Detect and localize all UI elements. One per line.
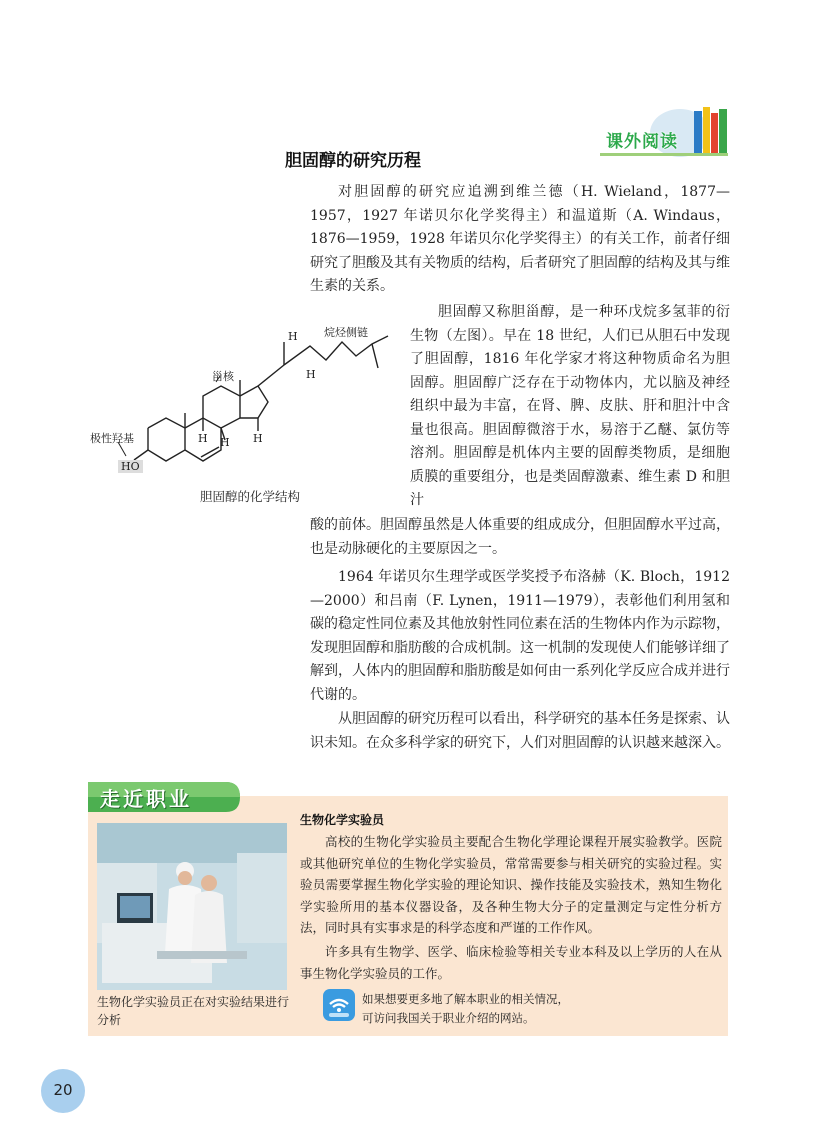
h-atom: H bbox=[306, 368, 316, 381]
structure-caption: 胆固醇的化学结构 bbox=[200, 489, 301, 504]
cholesterol-structure bbox=[88, 318, 410, 510]
page-number: 20 bbox=[53, 1081, 73, 1099]
paragraph-1: 对胆固醇的研究应追溯到维兰德（H. Wieland，1877—1957，1927 年诺贝尔化学奖得主）和温道斯（A. Windaus，1876—1959，1928 年诺贝尔化学奖得主）的有关工作，前者仔细研究了胆酸及其有关物质的结构，后者研究了胆固醇的结构及其与维生素的关系。 bbox=[310, 184, 730, 294]
paragraph-2-continued: 酸的前体。胆固醇虽然是人体重要的组成成分，但胆固醇水平过高，也是动脉硬化的主要原因之一。 bbox=[310, 517, 730, 557]
paragraph-2: 胆固醇又称胆甾醇，是一种环戊烷多氢菲的衍生物（左图）。早在 18 世纪，人们已从胆石中发现了胆固醇，1816 年化学家才将这种物质命名为胆固醇。胆固醇广泛存在于动物体内，尤以脑及神经组织中最为丰富，在肾、脾、皮肤、肝和胆汁中含量也很高。胆固醇微溶于水，易溶于乙醚、氯仿等溶剂。胆固醇是机体内主要的固醇类物质，是细胞质膜的重要组分，也是类固醇激素、维生素 D 和胆汁 bbox=[410, 304, 730, 508]
h-atom: H bbox=[220, 436, 230, 449]
reading-banner bbox=[600, 105, 730, 165]
career-paragraph-2: 许多具有生物学、医学、临床检验等相关专业本科及以上学历的人在从事生物化学实验员的工作。 bbox=[300, 944, 722, 981]
hydroxyl-label: 极性羟基 bbox=[90, 432, 134, 445]
career-title: 生物化学实验员 bbox=[300, 813, 385, 827]
h-atom: H bbox=[253, 432, 263, 445]
steroid-nucleus-label: 甾核 bbox=[212, 370, 234, 383]
website-tip bbox=[362, 990, 722, 1028]
page-number-badge bbox=[41, 1069, 85, 1113]
h-atom: H bbox=[198, 432, 208, 445]
side-chain-label: 烷烃侧链 bbox=[324, 326, 368, 339]
paragraph-4: 从胆固醇的研究历程可以看出，科学研究的基本任务是探索、认识未知。在众多科学家的研究下，人们对胆固醇的认识越来越深入。 bbox=[310, 711, 730, 751]
photo-caption: 生物化学实验员正在对实验结果进行分析 bbox=[97, 995, 290, 1027]
tip-line-1: 如果想要更多地了解本职业的相关情况， bbox=[362, 992, 569, 1006]
ho-atom: HO bbox=[118, 460, 143, 473]
career-tab-label: 走近职业 bbox=[100, 787, 192, 811]
tip-line-2: 可访问我国关于职业介绍的网站。 bbox=[362, 1011, 535, 1025]
career-tab bbox=[88, 780, 240, 814]
career-paragraph-1: 高校的生物化学实验员主要配合生物化学理论课程开展实验教学。医院或其他研究单位的生物化学实验员，常常需要参与相关研究的实验过程。实验员需要掌握生物化学实验的理论知识、操作技能及实验技术，熟知生物化学实验所用的基本仪器设备，及各种生物大分子的定量测定与定性分析方法，同时具有实事求是的科学态度和严谨的工作作风。 bbox=[300, 834, 722, 935]
h-atom: H bbox=[288, 330, 298, 343]
article-title: 胆固醇的研究历程 bbox=[285, 151, 421, 171]
paragraph-3: 1964 年诺贝尔生理学或医学奖授予布洛赫（K. Bloch，1912—2000）和吕南（F. Lynen，1911—1979），表彰他们利用氢和碳的稳定性同位素及其他放射性同位素在活的生物体内作为示踪物，发现胆固醇和脂肪酸的合成机制。这一机制的发现使人们能够详细了解到，人体内的胆固醇和脂肪酸是如何由一系列化学反应合成并进行代谢的。 bbox=[310, 569, 730, 703]
lab-photo bbox=[97, 823, 287, 990]
wifi-icon bbox=[322, 988, 356, 1022]
banner-label: 课外阅读 bbox=[606, 132, 678, 152]
